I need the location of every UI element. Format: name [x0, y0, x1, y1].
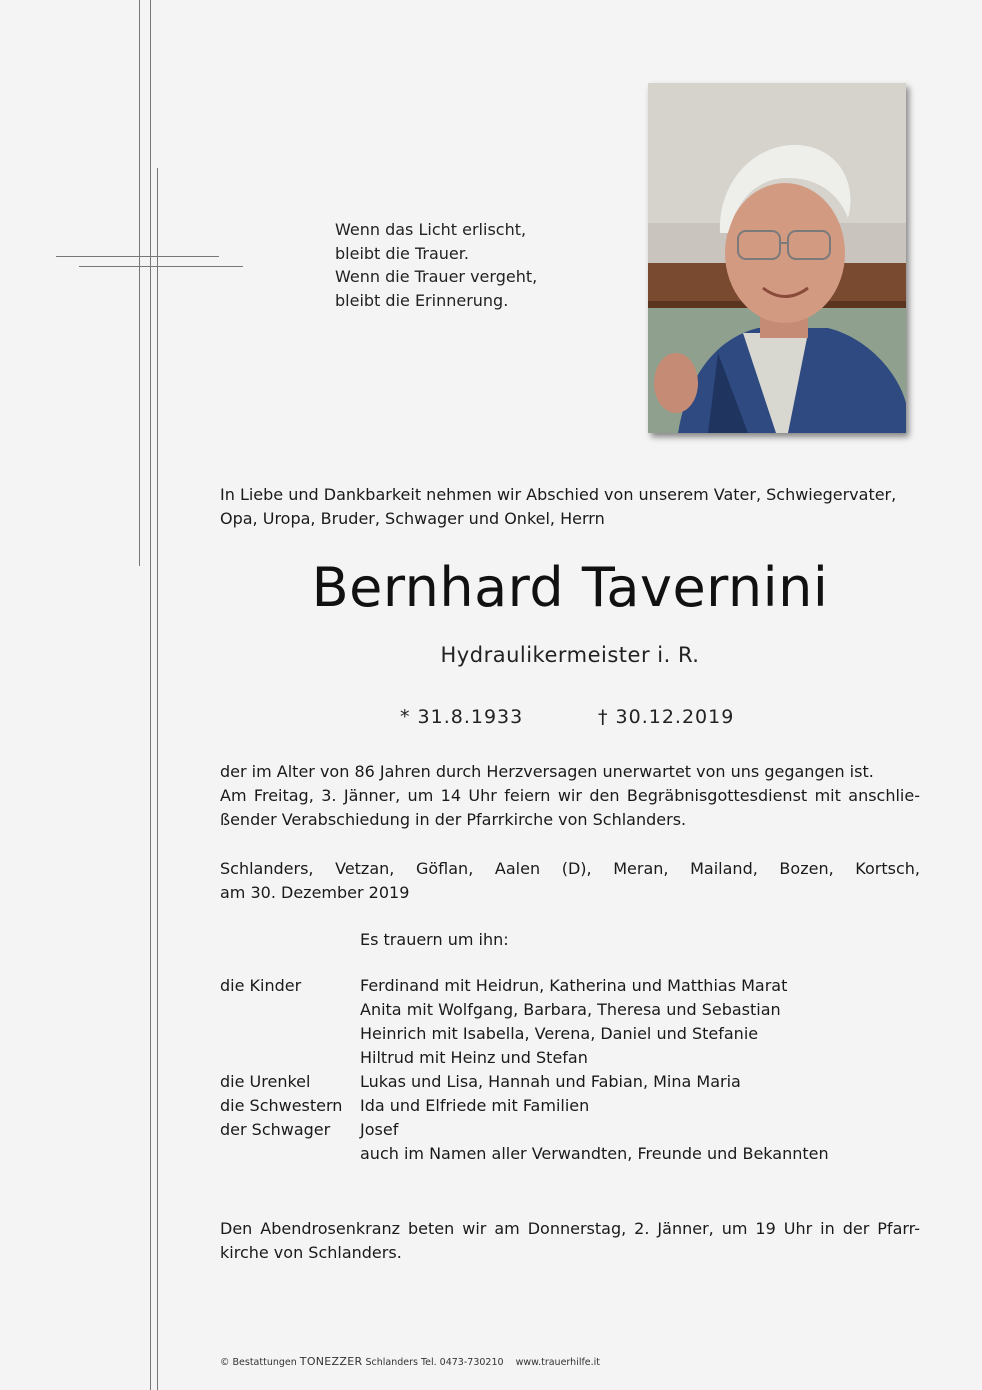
poem-line: bleibt die Trauer.: [335, 243, 469, 263]
footer-website[interactable]: www.trauerhilfe.it: [515, 1357, 601, 1368]
announcement-text: [220, 760, 920, 832]
places-line: Schlanders, Vetzan, Göflan, Aalen (D), Meran, Mailand, Bozen, Kortsch,: [220, 859, 920, 878]
intro-text: [220, 483, 920, 531]
mourner-label: [220, 1142, 360, 1166]
mourner-names: Anita mit Wolfgang, Barbara, Theresa und Sebastian: [360, 1000, 781, 1019]
funeral-home-footer: [220, 1355, 600, 1368]
cross-vertical-line-left: [139, 0, 140, 566]
mourner-row: [220, 1070, 829, 1094]
mourner-label: [220, 998, 360, 1022]
mourner-label: die Kinder: [220, 976, 302, 995]
intro-line: In Liebe und Dankbarkeit nehmen wir Abschied von unserem Vater, Schwiegervater,: [220, 485, 897, 504]
deceased-name: Bernhard Tavernini: [311, 556, 829, 619]
announcement-line: der im Alter von 86 Jahren durch Herzversagen unerwartet von uns gegangen ist.: [220, 762, 874, 781]
poem-line: Wenn die Trauer vergeht,: [335, 267, 538, 286]
mourner-label: die Urenkel: [220, 1072, 311, 1091]
rosary-text: [220, 1217, 920, 1265]
rosary-line: Den Abendrosenkranz beten wir am Donnerstag, 2. Jänner, um 19 Uhr in der Pfarr-: [220, 1219, 920, 1238]
mourner-label: [220, 1046, 360, 1070]
mourner-names: Ida und Elfriede mit Familien: [360, 1096, 590, 1115]
memorial-poem: [335, 218, 537, 312]
mourner-names: Lukas und Lisa, Hannah und Fabian, Mina Maria: [360, 1072, 741, 1091]
mourner-row: [220, 998, 829, 1022]
mourner-row: [220, 1094, 829, 1118]
places-text: [220, 857, 920, 905]
mourner-label: die Schwestern: [220, 1096, 343, 1115]
mourners-heading: Es trauern um ihn:: [360, 930, 509, 949]
mourner-label: [220, 1022, 360, 1046]
intro-line: Opa, Uropa, Bruder, Schwager und Onkel, Herrn: [220, 509, 605, 528]
cross-horizontal-line-top: [56, 256, 219, 257]
footer-contact: Schlanders Tel. 0473-730210: [365, 1357, 504, 1368]
places-line: am 30. Dezember 2019: [220, 883, 410, 902]
mourner-label: der Schwager: [220, 1120, 331, 1139]
mourner-row: [220, 1142, 829, 1166]
mourner-names: Josef: [360, 1120, 399, 1139]
footer-prefix: © Bestattungen: [220, 1357, 297, 1368]
mourner-names: auch im Namen aller Verwandten, Freunde und Bekannten: [360, 1144, 829, 1163]
footer-brand: TONEZZER: [299, 1355, 363, 1368]
mourner-row: [220, 1046, 829, 1070]
announcement-line: ßender Verabschiedung in der Pfarrkirche von Schlanders.: [220, 810, 687, 829]
cross-vertical-line-inner: [157, 168, 158, 1390]
poem-line: bleibt die Erinnerung.: [335, 290, 509, 310]
cross-vertical-line-right: [150, 0, 151, 1390]
mourner-row: [220, 1118, 829, 1142]
cross-horizontal-line-bottom: [79, 266, 243, 267]
birth-date: * 31.8.1933: [400, 706, 524, 728]
mourner-names: Hiltrud mit Heinz und Stefan: [360, 1048, 588, 1067]
mourner-names: Heinrich mit Isabella, Verena, Daniel und Stefanie: [360, 1024, 759, 1043]
mourner-row: [220, 1022, 829, 1046]
mourners-list: [220, 974, 829, 1166]
mourner-row: [220, 974, 829, 998]
rosary-line: kirche von Schlanders.: [220, 1243, 402, 1262]
announcement-line: Am Freitag, 3. Jänner, um 14 Uhr feiern wir den Begräbnisgottesdienst mit anschlie-: [220, 786, 920, 805]
mourner-names: Ferdinand mit Heidrun, Katherina und Matthias Marat: [360, 976, 788, 995]
death-date: † 30.12.2019: [598, 706, 735, 728]
portrait-photo: [648, 83, 906, 433]
profession: Hydraulikermeister i. R.: [440, 643, 700, 667]
poem-line: Wenn das Licht erlischt,: [335, 220, 527, 239]
